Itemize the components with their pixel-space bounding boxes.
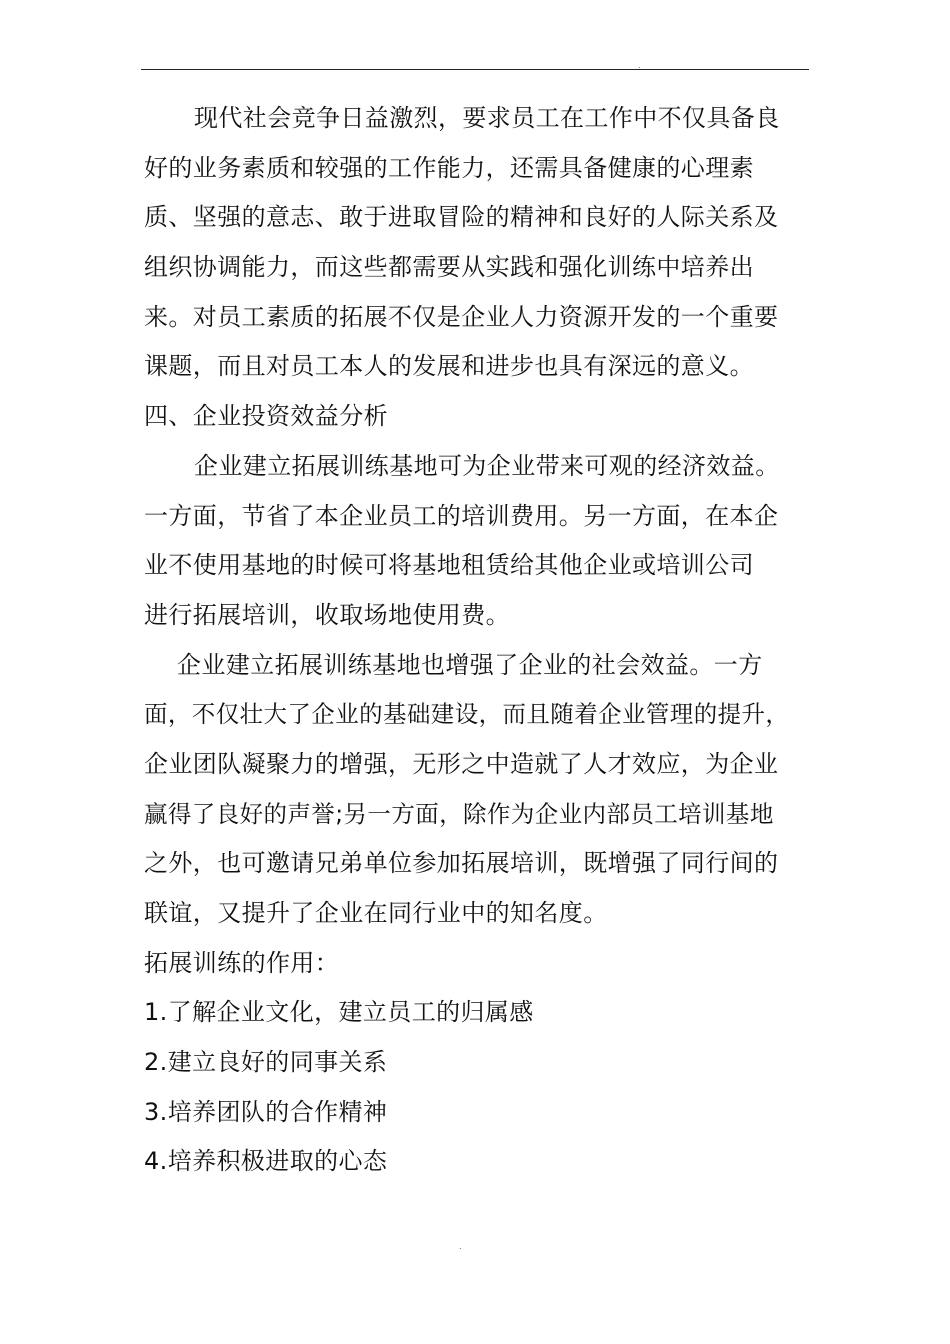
text-line: 企业建立拓展训练基地可为企业带来可观的经济效益。 (194, 451, 780, 480)
text-line: 企业建立拓展训练基地也增强了企业的社会效益。一方 (177, 650, 763, 679)
header-mark: . (638, 61, 641, 70)
function-list (144, 988, 809, 1187)
text-line: 联谊，又提升了企业在同行业中的知名度。 (144, 899, 608, 927)
document-body (144, 94, 809, 1187)
paragraph-3 (144, 641, 809, 939)
text-line: 组织协调能力，而这些都需要从实践和强化训练中培养出 (144, 253, 754, 282)
text-line: 业不使用基地的时候可将基地租赁给其他企业或培训公司 (144, 551, 754, 580)
footer-mark: . (459, 1242, 462, 1251)
list-item: 1.了解企业文化，建立员工的归属感 (144, 998, 534, 1027)
section-heading: 四、企业投资效益分析 (144, 402, 388, 431)
header-rule (141, 69, 809, 70)
text-line: 进行拓展培训，收取场地使用费。 (144, 600, 510, 629)
list-item: 4.培养积极进取的心态 (144, 1147, 388, 1176)
text-line: 之外，也可邀请兄弟单位参加拓展培训，既增强了同行间的 (144, 849, 779, 878)
paragraph-1 (144, 94, 809, 392)
text-line: 赢得了良好的声誉;另一方面，除作为企业内部员工培训基地 (144, 799, 774, 828)
text-line: 面，不仅壮大了企业的基础建设，而且随着企业管理的提升， (144, 700, 790, 729)
paragraph-2 (144, 442, 809, 641)
text-line: 现代社会竞争日益激烈，要求员工在工作中不仅具备良 (194, 104, 780, 132)
text-line: 来。对员工素质的拓展不仅是企业人力资源开发的一个重要 (144, 302, 779, 331)
list-item: 2.建立良好的同事关系 (144, 1048, 388, 1077)
text-line: 企业团队凝聚力的增强，无形之中造就了人才效应，为企业 (144, 749, 779, 778)
list-heading: 拓展训练的作用： (144, 948, 340, 977)
text-line: 一方面，节省了本企业员工的培训费用。另一方面，在本企 (144, 501, 779, 530)
text-line: 质、坚强的意志、敢于进取冒险的精神和良好的人际关系及 (144, 203, 779, 232)
text-line: 好的业务素质和较强的工作能力，还需具备健康的心理素 (144, 153, 754, 182)
list-item: 3.培养团队的合作精神 (144, 1097, 388, 1126)
text-line: 课题，而且对员工本人的发展和进步也具有深远的意义。 (144, 352, 754, 381)
